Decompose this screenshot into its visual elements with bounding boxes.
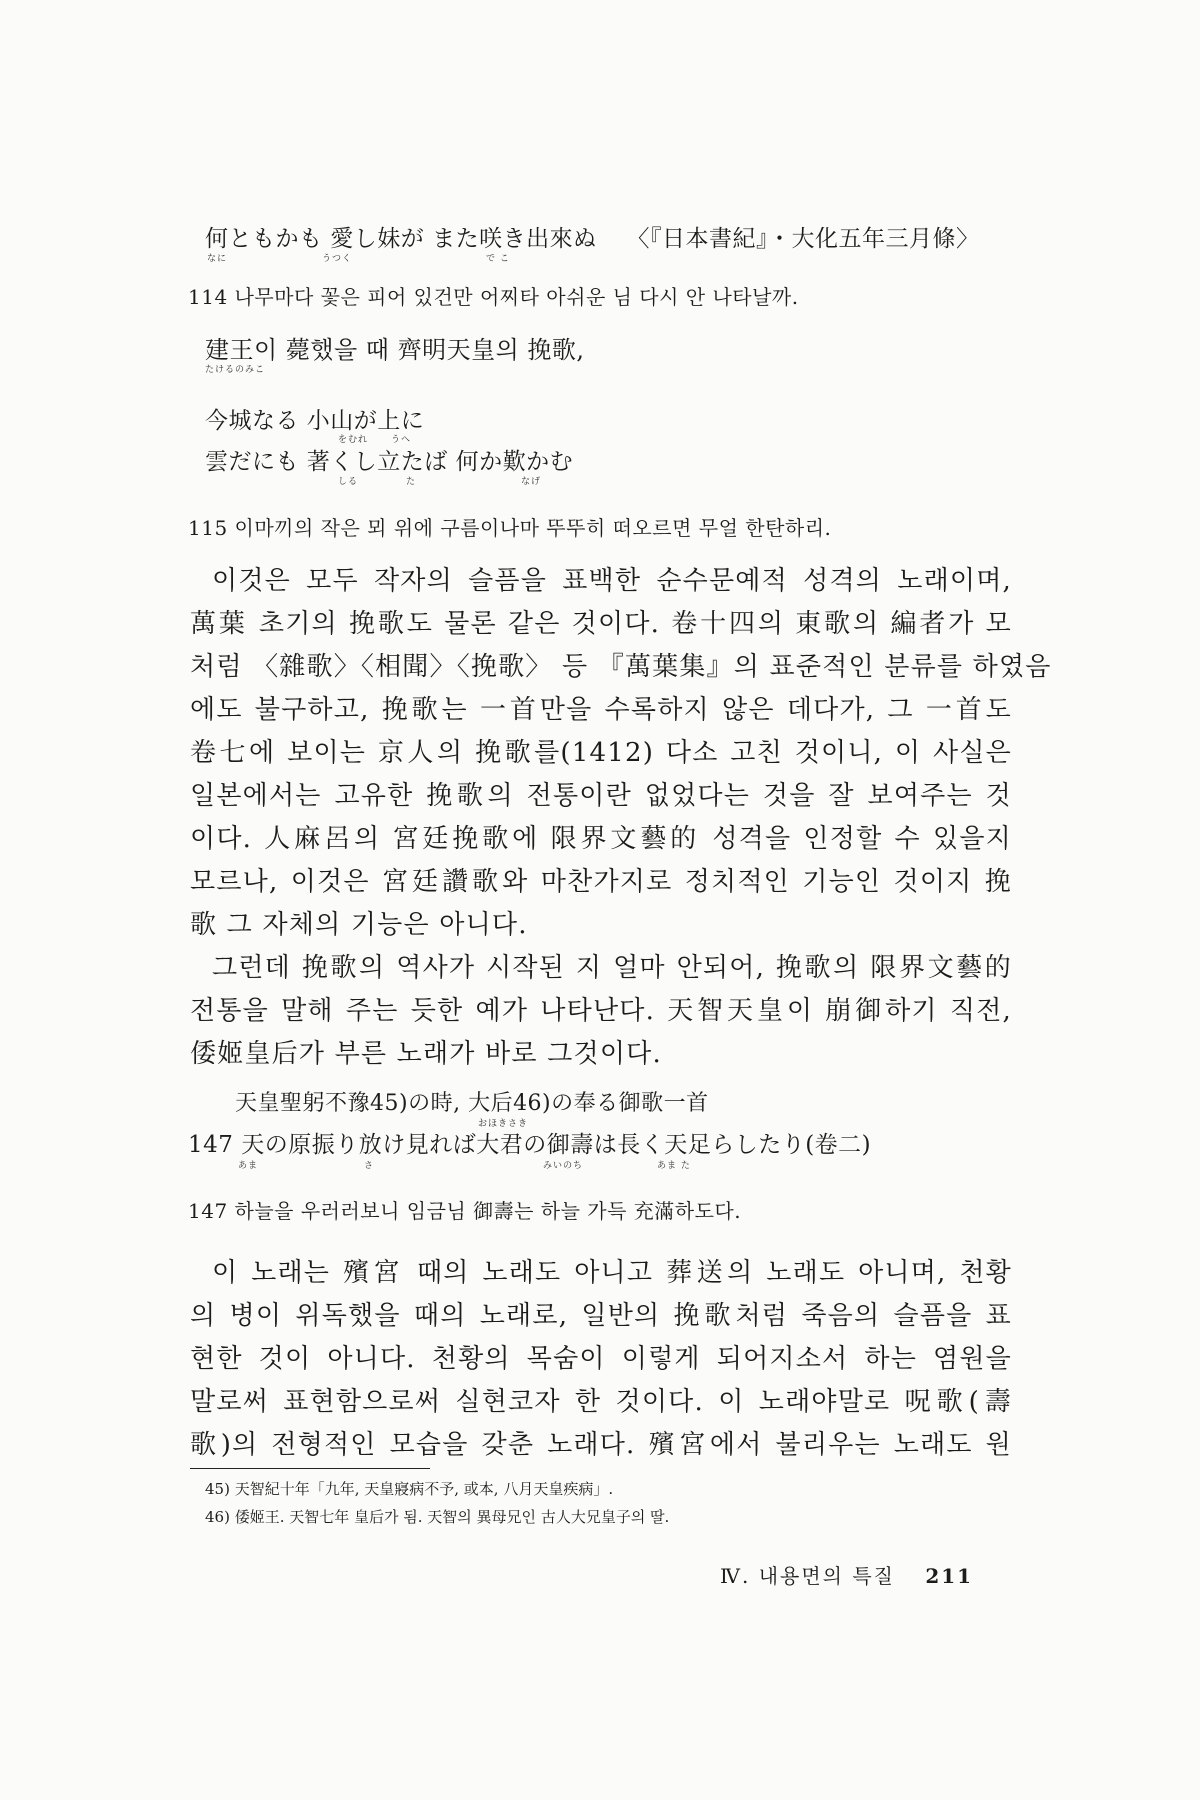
translation-147: 147 하늘을 우러러보니 임금님 御壽는 하늘 가득 充滿하도다. bbox=[188, 1199, 742, 1223]
ruby-ta: た bbox=[406, 477, 417, 487]
poem-113-line bbox=[205, 220, 979, 253]
footnote-divider bbox=[190, 1468, 430, 1469]
running-footer bbox=[720, 1560, 973, 1589]
footnote-45: 45) 天智紀十年「九年, 天皇寢病不予, 或本, 八月天皇疾病」. bbox=[205, 1480, 614, 1498]
ruby-amata: あま た bbox=[657, 1161, 691, 1171]
ruby-miinochi: みいのち bbox=[543, 1161, 584, 1171]
ruby-ama: あま bbox=[238, 1161, 259, 1171]
poem-source: 〈『日本書紀』・大化五年三月條〉 bbox=[626, 226, 980, 252]
ruby-sa: さ bbox=[364, 1161, 375, 1171]
intro-115: 建王이 薨했을 때 齊明天皇의 挽歌, bbox=[205, 336, 585, 364]
paragraph-3-line: 말로써 표현함으로써 실현코자 한 것이다. 이 노래야말로 呪歌(壽 bbox=[190, 1387, 1012, 1417]
paragraph-2-line: 倭姬皇后가 부른 노래가 바로 그것이다. bbox=[190, 1039, 662, 1069]
paragraph-1-line: 歌 그 자체의 기능은 아니다. bbox=[190, 910, 528, 940]
ruby-nage: なげ bbox=[521, 477, 542, 487]
paragraph-1-line: 이다. 人麻呂의 宮廷挽歌에 限界文藝的 성격을 인정할 수 있을지 bbox=[190, 824, 1012, 854]
ruby-deko: で こ bbox=[486, 254, 510, 264]
paragraph-3-line: 의 병이 위독했을 때의 노래로, 일반의 挽歌처럼 죽음의 슬픔을 표 bbox=[190, 1301, 1012, 1331]
paragraph-1-line: 卷七에 보이는 京人의 挽歌를(1412) 다소 고친 것이니, 이 사실은 bbox=[190, 738, 1012, 768]
poem-text: 何ともかも 愛し妹が また咲き出來ぬ bbox=[205, 226, 597, 252]
paragraph-1-line: 萬葉 초기의 挽歌도 물론 같은 것이다. 卷十四의 東歌의 編者가 모 bbox=[190, 609, 1012, 639]
section-title: Ⅳ. 내용면의 특질 bbox=[720, 1564, 895, 1588]
poem-115-line-1: 今城なる 小山が上に bbox=[205, 408, 425, 434]
paragraph-1-line: 에도 불구하고, 挽歌는 一首만을 수록하지 않은 데다가, 그 一首도 bbox=[190, 695, 1012, 725]
paragraph-1-line: 모르나, 이것은 宮廷讚歌와 마찬가지로 정치적인 기능인 것이지 挽 bbox=[190, 867, 1012, 897]
translation-115: 115 이마끼의 작은 뫼 위에 구름이나마 뚜뚜히 떠오르면 무얼 한탄하리. bbox=[188, 516, 832, 540]
paragraph-3-line: 이 노래는 殯宮 때의 노래도 아니고 葬送의 노래도 아니며, 천황 bbox=[212, 1258, 1012, 1288]
ruby-na: なに bbox=[207, 254, 228, 264]
ruby-omure: をむれ bbox=[338, 435, 369, 445]
ruby-ue: うへ bbox=[391, 435, 412, 445]
page-number: 211 bbox=[925, 1564, 974, 1588]
footnote-46: 46) 倭姬王. 天智七年 皇后가 됨. 天智의 異母兄인 古人大兄皇子의 딸. bbox=[205, 1508, 670, 1526]
intro-147: 天皇聖躬不豫45)の時, 大后46)の奉る御歌一首 bbox=[235, 1091, 709, 1116]
paragraph-1-line: 일본에서는 고유한 挽歌의 전통이란 없었다는 것을 잘 보여주는 것 bbox=[190, 781, 1012, 811]
ruby-shiru: しる bbox=[338, 477, 359, 487]
paragraph-2-line: 그런데 挽歌의 역사가 시작된 지 얼마 안되어, 挽歌의 限界文藝的 bbox=[212, 953, 1012, 983]
paragraph-3-line: 현한 것이 아니다. 천황의 목숨이 이렇게 되어지소서 하는 염원을 bbox=[190, 1344, 1012, 1374]
paragraph-2-line: 전통을 말해 주는 듯한 예가 나타난다. 天智天皇이 崩御하기 직전, bbox=[190, 996, 1012, 1026]
paragraph-1-line: 이것은 모두 작자의 슬픔을 표백한 순수문예적 성격의 노래이며, bbox=[212, 566, 1012, 596]
poem-147: 147 天の原振り放け見れば大君の御壽は長く天足らしたり(卷二) bbox=[188, 1132, 872, 1158]
paragraph-1-line: 처럼 〈雜歌〉〈相聞〉〈挽歌〉 등 『萬葉集』의 표준적인 분류를 하였음 bbox=[190, 652, 1052, 682]
paragraph-3-line: 歌)의 전형적인 모습을 갖춘 노래다. 殯宮에서 불리우는 노래도 원 bbox=[190, 1430, 1012, 1460]
translation-114: 114 나무마다 꽃은 피어 있건만 어찌타 아쉬운 님 다시 안 나타날까. bbox=[188, 285, 799, 309]
poem-115-line-2: 雲だにも 著くし立たば 何か歎かむ bbox=[205, 449, 574, 475]
ruby-ohokisaki: おほきさき bbox=[478, 1119, 529, 1129]
ruby-utsuku: うつく bbox=[322, 254, 353, 264]
ruby-takerunomiko: たけるのみこ bbox=[205, 365, 266, 375]
